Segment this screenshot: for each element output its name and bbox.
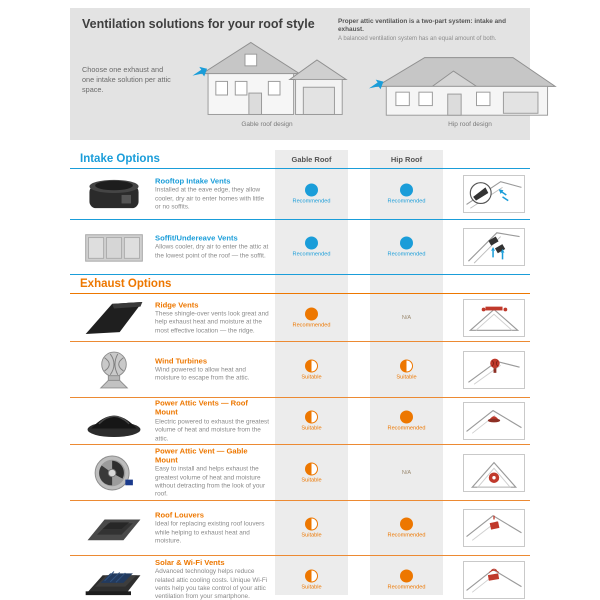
status-gable (275, 462, 348, 483)
status-label: Recommended (292, 251, 331, 258)
status-hip (370, 518, 443, 539)
thumbnail-gable-mount-vent (463, 454, 525, 492)
row-description: These shingle-over vents look great and help exhaust heat and moisture at the most effective location — the ridge. (155, 310, 269, 334)
suitable-half-dot-icon (305, 570, 318, 583)
status-label: Suitable (396, 374, 417, 380)
status-gable (275, 237, 348, 258)
roof-louver-photo (78, 507, 150, 549)
suitable-half-dot-icon (400, 359, 413, 372)
status-gable (275, 518, 348, 539)
row-title: Soffit/Undereave Vents (155, 233, 238, 243)
table-row-soffit-undereave-vents (70, 220, 530, 275)
recommended-dot-icon (400, 184, 413, 197)
status-label: Recommended (387, 425, 426, 432)
row-title: Power Attic Vent — Gable Mount (155, 445, 248, 465)
thumbnail-soffit-vent (463, 228, 525, 266)
recommended-dot-icon (305, 184, 318, 197)
table-row-solar-wifi-vents (70, 556, 530, 600)
intro-text (338, 18, 524, 43)
table-row-wind-turbines (70, 342, 530, 398)
row-title: Rooftop Intake Vents (155, 176, 231, 186)
intake-arrow-icon (369, 80, 383, 90)
recommended-dot-icon (400, 570, 413, 583)
table-row-power-attic-vent-gable-mount (70, 445, 530, 501)
gable-roof-caption: Gable roof design (241, 121, 293, 128)
exhaust-options-header (70, 275, 530, 294)
suitable-half-dot-icon (305, 518, 318, 531)
choose-note: Choose one exhaust and one intake solution per attic space. (82, 65, 171, 95)
gable-house-illustration (175, 36, 350, 120)
recommended-dot-icon (400, 411, 413, 424)
status-gable (275, 359, 348, 380)
thumbnail-wind-turbine (463, 351, 525, 389)
recommended-dot-icon (305, 237, 318, 250)
row-title: Roof Louvers (155, 510, 204, 520)
row-text (155, 399, 271, 444)
status-hip (370, 411, 443, 432)
row-description: Wind powered to allow heat and moisture to escape from the attic. (155, 366, 250, 382)
suitable-half-dot-icon (305, 359, 318, 372)
intake-arrow-icon (193, 67, 208, 77)
wind-turbine-photo (78, 349, 150, 391)
status-label: Suitable (301, 425, 322, 432)
row-title: Power Attic Vents — Roof Mount (155, 398, 248, 418)
recommended-dot-icon (400, 518, 413, 531)
status-hip (370, 237, 443, 258)
status-hip (370, 315, 443, 321)
status-label: Recommended (387, 198, 426, 205)
status-gable (275, 307, 348, 328)
rooftop-intake-vent-photo (78, 173, 150, 215)
status-label: Suitable (301, 532, 322, 539)
status-hip (370, 470, 443, 476)
status-label: Suitable (301, 374, 322, 380)
row-title: Wind Turbines (155, 355, 208, 365)
status-label: N/A (401, 314, 412, 321)
table-row-rooftop-intake-vents (70, 169, 530, 220)
ridge-vent-photo (78, 297, 150, 339)
header-panel (70, 8, 530, 140)
status-label: Suitable (301, 584, 322, 591)
row-description: Ideal for replacing existing roof louvers while helping to exhaust heat and moisture. (155, 520, 265, 545)
table-row-power-attic-vents-roof-mount (70, 398, 530, 445)
row-text (155, 176, 271, 211)
status-gable (275, 184, 348, 205)
row-description: Advanced technology helps reduce related attic cooling costs. Unique Wi-Fi vents help you take control of your attic ventilation from your smartphone. (155, 568, 268, 600)
exhaust-options-label: Exhaust Options (80, 278, 172, 290)
recommended-dot-icon (305, 307, 318, 320)
row-description: Electric powered to exhaust the greatest volume of heat and moisture from the attic. (155, 418, 270, 443)
hip-house-illustration (365, 48, 565, 120)
recommended-dot-icon (400, 237, 413, 250)
status-label: Recommended (387, 251, 426, 258)
soffit-vent-photo (78, 226, 150, 268)
row-text (155, 300, 271, 335)
hip-roof-caption: Hip roof design (448, 121, 492, 128)
intake-options-label: Intake Options (80, 153, 160, 165)
status-hip (370, 570, 443, 591)
table-row-ridge-vents (70, 294, 530, 342)
row-title: Solar & Wi-Fi Vents (155, 558, 225, 568)
status-hip (370, 184, 443, 205)
row-description: Installed at the eave edge, they allow cooler, dry air to enter homes with little or no soffits. (155, 186, 265, 211)
row-text (155, 558, 271, 600)
thumbnail-roof-mount-vent (463, 402, 525, 440)
row-text (155, 446, 271, 499)
thumbnail-roof-louver (463, 509, 525, 547)
row-title: Ridge Vents (155, 299, 199, 309)
status-label: Recommended (292, 322, 331, 328)
column-header-hip: Hip Roof (390, 155, 423, 164)
row-text (155, 510, 271, 545)
options-table (70, 150, 530, 600)
column-header-gable: Gable Roof (291, 155, 332, 164)
gable-mount-power-vent-photo (78, 452, 150, 494)
row-description: Easy to install and helps exhaust the greatest volume of heat and moisture without detracting from the look of your roof. (155, 465, 266, 498)
table-row-roof-louvers (70, 501, 530, 556)
thumbnail-rooftop-intake (463, 175, 525, 213)
thumbnail-solar-vent (463, 561, 525, 599)
solar-vent-photo (78, 559, 150, 600)
intake-options-header (70, 150, 530, 169)
status-hip (370, 359, 443, 380)
suitable-half-dot-icon (305, 411, 318, 424)
row-text (155, 356, 271, 383)
page-title: Ventilation solutions for your roof style (82, 17, 315, 31)
row-description: Allows cooler, dry air to enter the attic at the lowest point of the roof — the soffit. (155, 243, 269, 260)
status-label: Recommended (292, 198, 331, 205)
intro-bold-line: Proper attic ventilation is a two-part system: intake and exhaust. (338, 18, 506, 34)
status-gable (275, 570, 348, 591)
status-label: Recommended (387, 532, 426, 539)
status-label: N/A (401, 469, 412, 476)
status-gable (275, 411, 348, 432)
status-label: Recommended (387, 584, 426, 591)
thumbnail-ridge-vent (463, 299, 525, 337)
roof-mount-power-vent-photo (78, 400, 150, 442)
intro-sub-line: A balanced ventilation system has an equal amount of both. (338, 35, 497, 42)
row-text (155, 233, 271, 260)
suitable-half-dot-icon (305, 462, 318, 475)
status-label: Suitable (301, 477, 322, 483)
